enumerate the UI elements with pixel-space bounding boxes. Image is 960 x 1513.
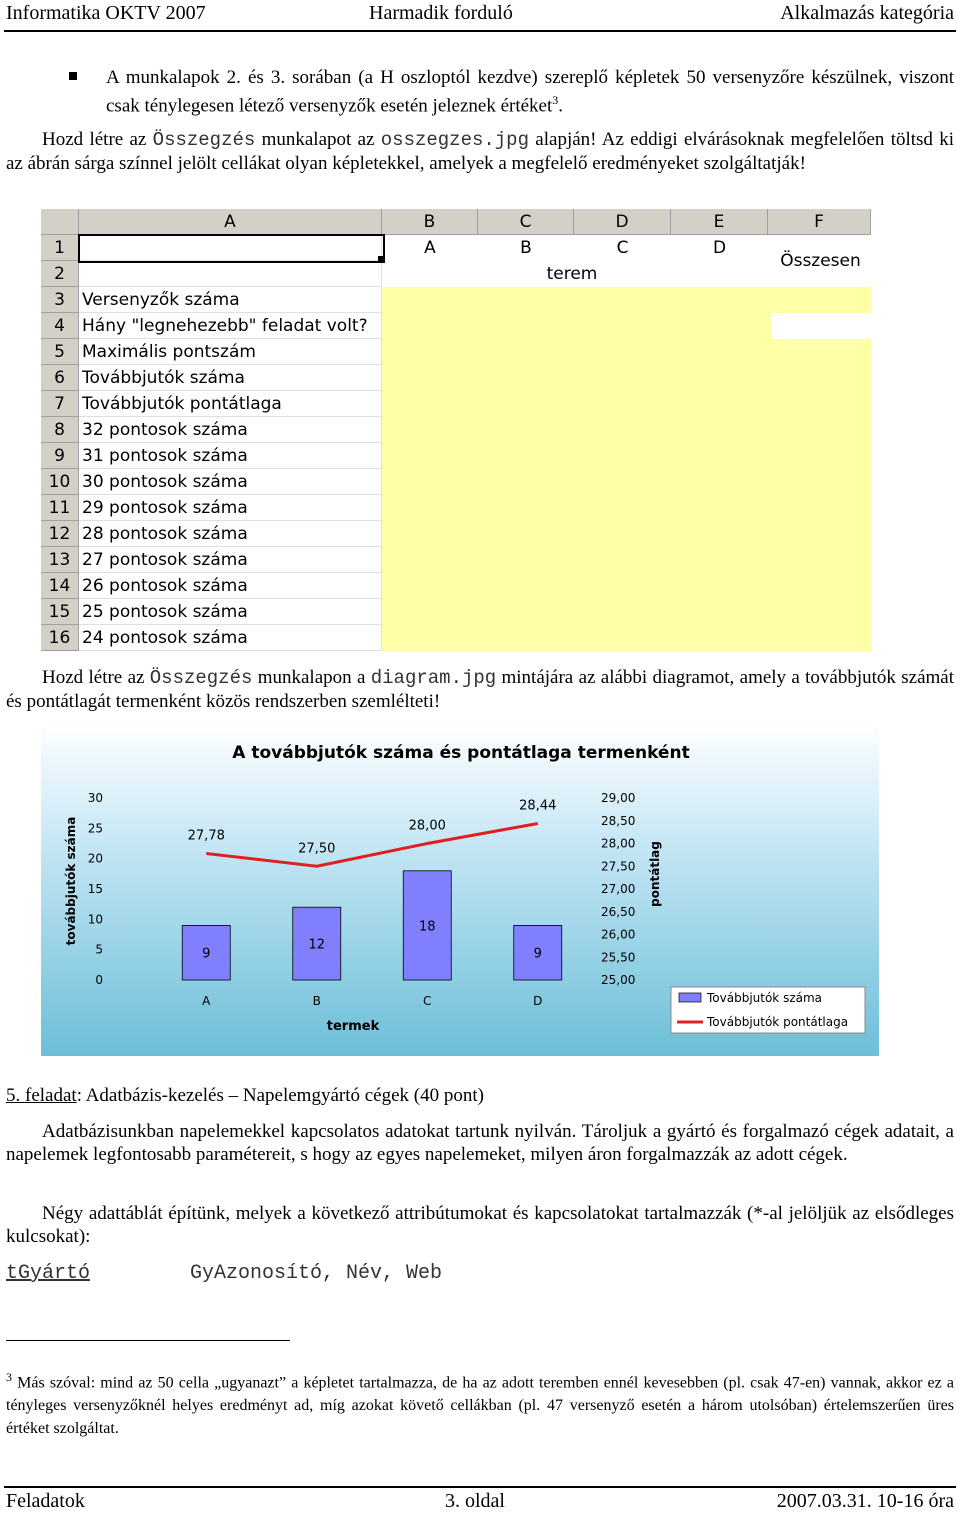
x-tick-label: D — [533, 994, 543, 1008]
row-label-cell: Versenyzők száma — [79, 287, 382, 313]
row-header: 12 — [41, 521, 79, 547]
cell-c1: B — [520, 238, 532, 258]
y2-tick-label: 27,00 — [601, 882, 636, 896]
corner-cell — [41, 209, 79, 235]
chart-title: A továbbjutók száma és pontátlaga termenként — [232, 743, 690, 763]
page-header — [0, 0, 960, 30]
row-header: 11 — [41, 495, 79, 521]
row-1-2-cells — [382, 235, 873, 287]
footnote: $^3$ Más szóval: mind az 50 cella „ugyanazt” a képletet tartalmazza, de ha az adott teremben ennél kevesebben (pl. csak 47-en) vannak, akkor ez a tényleges versenyzőknél helyes eredményt ad, míg azokat követő cellákban (pl. 47 versenyző esetén a három utolsóban) értelemszerűen üres értéket szolgáltat. — [6, 1370, 954, 1438]
bar-data-label: 18 — [418, 919, 436, 935]
row-label-cell: 25 pontosok száma — [79, 599, 382, 625]
cell-e1: D — [712, 238, 727, 258]
row-label-cell: Maximális pontszám — [79, 339, 382, 365]
row-header: 13 — [41, 547, 79, 573]
column-header-e: E — [671, 209, 768, 235]
row-header: 14 — [41, 573, 79, 599]
x-axis-label: termek — [326, 1019, 380, 1034]
bar-data-label: 9 — [533, 946, 542, 962]
row-header: 5 — [41, 339, 79, 365]
row-header: 3 — [41, 287, 79, 313]
row-label-cell — [79, 261, 382, 287]
row-label-cell: 27 pontosok száma — [79, 547, 382, 573]
y-tick-label: 25 — [87, 821, 103, 836]
column-header-f: F — [768, 209, 871, 235]
row-header: 2 — [41, 261, 79, 287]
row-header: 1 — [41, 235, 79, 261]
column-header-b: B — [382, 209, 478, 235]
cell-d1: C — [616, 238, 629, 258]
row-header: 8 — [41, 417, 79, 443]
footer-right: 2007.03.31. 10-16 óra — [776, 1490, 954, 1512]
y2-tick-label: 26,00 — [601, 927, 636, 942]
legend-bar-label: Továbbjutók száma — [707, 991, 823, 1005]
y-tick-label: 10 — [87, 912, 103, 927]
yellow-range — [382, 287, 871, 652]
legend-line-label: Továbbjutók pontátlaga — [707, 1015, 849, 1029]
y-tick-label: 30 — [87, 791, 103, 805]
line-data-label: 27,78 — [187, 828, 225, 844]
y2-tick-label: 28,00 — [601, 836, 636, 851]
column-header-d: D — [574, 209, 671, 235]
row-label-cell: Továbbjutók száma — [79, 365, 382, 391]
footer-left: Feladatok — [6, 1490, 85, 1512]
y2-axis-label: pontátlag — [648, 841, 662, 907]
row-label-cell: 29 pontosok száma — [79, 495, 382, 521]
y2-tick-label: 26,50 — [601, 904, 636, 919]
row-header: 9 — [41, 443, 79, 469]
line-data-label: 27,50 — [298, 841, 336, 857]
row-label-cell: 26 pontosok száma — [79, 573, 382, 599]
selected-cell-a1 — [78, 234, 385, 263]
header-center: Harmadik forduló — [369, 2, 513, 24]
y2-tick-label: 25,00 — [601, 973, 636, 987]
column-header-c: C — [478, 209, 574, 235]
cell-b1: A — [424, 238, 436, 258]
y-tick-label: 5 — [95, 942, 103, 957]
cell-f1: Összesen — [780, 251, 861, 271]
cell-terem: terem — [546, 264, 598, 284]
row-label-cell: Hány "legnehezebb" feladat volt? — [79, 313, 382, 339]
fill-handle — [378, 256, 384, 262]
row-header: 16 — [41, 625, 79, 651]
y2-tick-label: 28,50 — [601, 813, 636, 828]
paragraph-3: Adatbázisunkban napelemekkel kapcsolatos adatokat tartunk nyilván. Tároljuk a gyártó és forgalmazó cégek adatait, a napelemek legfontosabb paramétereit, s hogy az egyes napelemeket, milyen áron forgalmazzák az adott cégek. — [6, 1121, 954, 1165]
bullet-icon — [69, 72, 77, 80]
y2-tick-label: 27,50 — [601, 859, 636, 874]
header-rule — [4, 30, 956, 32]
paragraph-1: Hozd létre az Összegzés munkalapot az osszegzes.jpg alapján! Az eddigi elvárásoknak megfelelően töltsd ki az ábrán sárga színnel jelölt cellákat olyan képletekkel, amelyek a megfelelő eredményeket szolgáltatják! — [6, 129, 954, 174]
table-name: tGyártó — [6, 1262, 91, 1285]
row-label-cell: 32 pontosok száma — [79, 417, 382, 443]
blank-cell-f4 — [771, 313, 871, 339]
row-header: 4 — [41, 313, 79, 339]
paragraph-4: Négy adattáblát építünk, melyek a következő attribútumokat és kapcsolatokat tartalmazzák (*-al jelöljük az elsődleges kulcsokat): — [6, 1203, 954, 1247]
combo-chart — [41, 724, 879, 1056]
header-right: Alkalmazás kategória — [780, 2, 954, 24]
row-label-cell: 28 pontosok száma — [79, 521, 382, 547]
line-data-label: 28,44 — [519, 798, 557, 814]
row-header: 7 — [41, 391, 79, 417]
y-tick-label: 15 — [87, 882, 103, 896]
row-label-cell: 24 pontosok száma — [79, 625, 382, 651]
table-attributes: GyAzonosító, Név, Web — [190, 1262, 443, 1285]
paragraph-2: Hozd létre az Összegzés munkalapon a diagram.jpg mintájára az alábbi diagramot, amely a továbbjutók számát és pontátlagát termenként közös rendszerben szemlélteti! — [6, 667, 954, 712]
chart-legend — [671, 987, 865, 1033]
y-axis-label: továbbjutók száma — [64, 816, 78, 946]
x-tick-label: B — [312, 994, 321, 1008]
footer-rule — [4, 1486, 956, 1488]
bar-data-label: 9 — [202, 946, 211, 962]
y2-tick-label: 25,50 — [601, 950, 636, 965]
chart-image — [41, 724, 879, 1056]
row-header: 6 — [41, 365, 79, 391]
x-tick-label: C — [423, 994, 432, 1008]
line-data-label: 28,00 — [408, 818, 446, 834]
row-header: 15 — [41, 599, 79, 625]
x-tick-label: A — [202, 994, 211, 1008]
footnote-rule — [6, 1340, 290, 1341]
y2-tick-label: 29,00 — [601, 791, 636, 805]
legend-bar-swatch — [679, 993, 701, 1002]
bullet-text: A munkalapok 2. és 3. sorában (a H oszloptól kezdve) szereplő képletek 50 versenyzőre készülnek, viszont csak ténylegesen létező versenyzők esetén jeleznek értéket$^3$. — [106, 67, 954, 117]
row-label-cell: Továbbjutók pontátlaga — [79, 391, 382, 417]
y-tick-label: 20 — [87, 851, 103, 866]
row-label-cell: 30 pontosok száma — [79, 469, 382, 495]
row-label-cell: 31 pontosok száma — [79, 443, 382, 469]
header-left: Informatika OKTV 2007 — [6, 2, 206, 24]
footer-center: 3. oldal — [445, 1490, 505, 1512]
task5-heading: 5. feladat: Adatbázis-kezelés – Napelemgyártó cégek (40 pont) — [6, 1085, 484, 1106]
line-series — [206, 823, 538, 866]
row-header: 10 — [41, 469, 79, 495]
spreadsheet-image — [41, 209, 879, 652]
column-header-a: A — [79, 209, 382, 235]
y-tick-label: 0 — [95, 973, 103, 987]
bar-data-label: 12 — [308, 937, 326, 953]
